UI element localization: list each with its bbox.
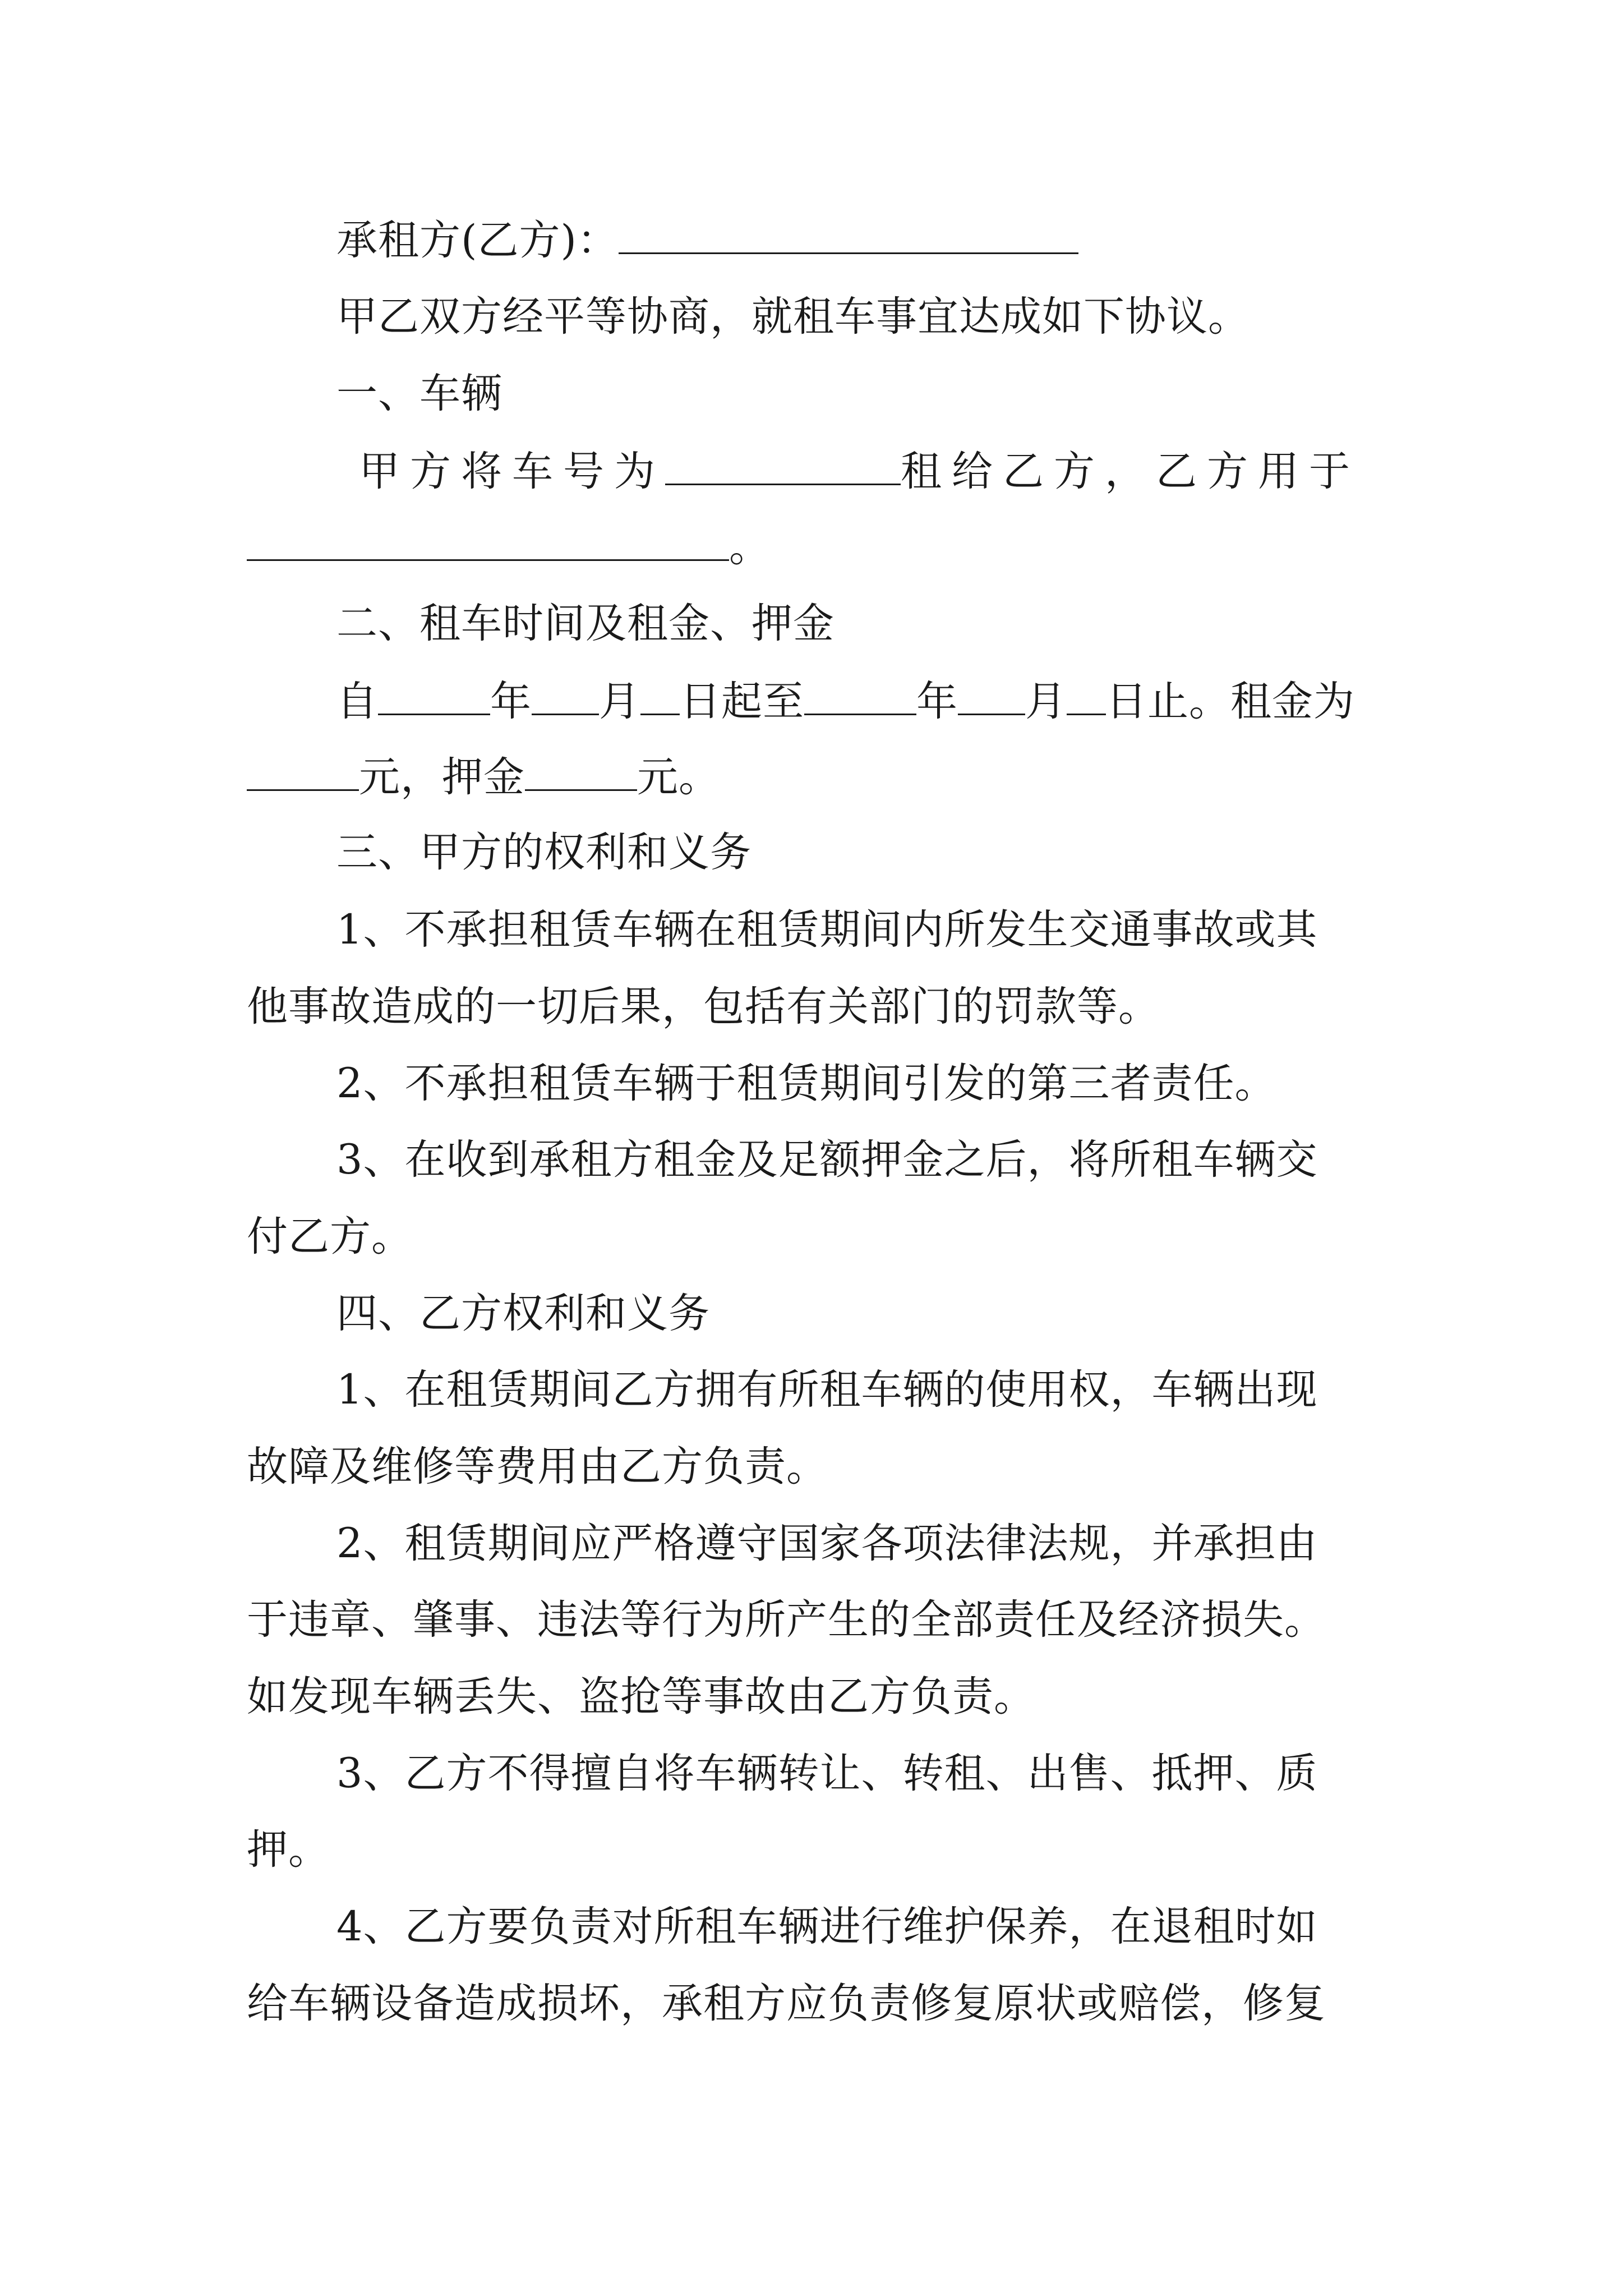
year-label-2: 年	[916, 678, 958, 725]
section-3-item-1a: 1、不承担租赁车辆在租赁期间内所发生交通事故或其	[336, 906, 1318, 954]
rental-period-line	[336, 673, 1355, 730]
section-4-item-1b: 故障及维修等费用由乙方负责。	[247, 1443, 828, 1490]
section-4-item-2b: 于违章、肇事、违法等行为所产生的全部责任及经济损失。	[247, 1596, 1326, 1644]
section-3-item-3a: 3、在收到承租方租金及足额押金之后，将所租车辆交	[336, 1136, 1318, 1184]
section-4-item-4a: 4、乙方要负责对所租车辆进行维护保养，在退租时如	[336, 1903, 1318, 1950]
deposit-amount-blank	[525, 749, 637, 791]
section-4-item-4b: 给车辆设备造成损坏，承租方应负责修复原状或赔偿，修复	[247, 1980, 1326, 2027]
rent-deposit-line	[247, 749, 720, 806]
lessee-label: 承租方(乙方)：	[336, 217, 619, 264]
end-month-blank	[958, 673, 1025, 715]
from-label: 自	[336, 678, 378, 725]
rent-amount-blank	[247, 749, 359, 791]
vehicle-line	[359, 443, 1360, 500]
section-3-title: 三、甲方的权利和义务	[336, 829, 751, 876]
end-rent-label: 日止。租金为	[1106, 678, 1355, 725]
section-4-item-2c: 如发现车辆丢失、盗抢等事故由乙方负责。	[247, 1673, 1035, 1720]
lessee-blank	[619, 212, 1078, 254]
section-4-item-3a: 3、乙方不得擅自将车辆转让、转租、出售、抵押、质	[336, 1750, 1318, 1797]
start-year-blank	[378, 673, 490, 715]
start-day-blank	[640, 673, 680, 715]
start-to-label: 日起至	[680, 678, 804, 725]
start-month-blank	[532, 673, 599, 715]
vehicle-text-2: 租给乙方，乙方用于	[901, 448, 1360, 495]
intro-paragraph: 甲乙双方经平等协商，就租车事宜达成如下协议。	[336, 293, 1249, 341]
vehicle-text-1: 甲方将车号为	[359, 448, 665, 495]
section-3-item-2: 2、不承担租赁车辆于租赁期间引发的第三者责任。	[336, 1060, 1276, 1107]
section-3-item-3b: 付乙方。	[247, 1213, 413, 1260]
section-4-title: 四、乙方权利和义务	[336, 1290, 710, 1337]
rent-yuan-label: 元，押金	[359, 753, 525, 801]
end-year-blank	[804, 673, 916, 715]
section-4-item-1a: 1、在租赁期间乙方拥有所租车辆的使用权，车辆出现	[336, 1366, 1318, 1414]
lessee-line	[336, 212, 1078, 269]
purpose-line	[247, 519, 771, 576]
month-label-1: 月	[599, 678, 640, 725]
section-4-item-3b: 押。	[247, 1826, 330, 1874]
purpose-blank	[247, 519, 729, 561]
plate-number-blank	[665, 443, 901, 485]
section-4-item-2a: 2、租赁期间应严格遵守国家各项法律法规，并承担由	[336, 1520, 1318, 1567]
section-2-title: 二、租车时间及租金、押金	[336, 600, 834, 647]
deposit-yuan-label: 元。	[637, 753, 720, 801]
end-day-blank	[1067, 673, 1106, 715]
section-1-title: 一、车辆	[336, 370, 502, 417]
section-3-item-1b: 他事故造成的一切后果，包括有关部门的罚款等。	[247, 983, 1160, 1030]
month-label-2: 月	[1025, 678, 1067, 725]
purpose-end: 。	[729, 523, 771, 571]
year-label-1: 年	[490, 678, 532, 725]
